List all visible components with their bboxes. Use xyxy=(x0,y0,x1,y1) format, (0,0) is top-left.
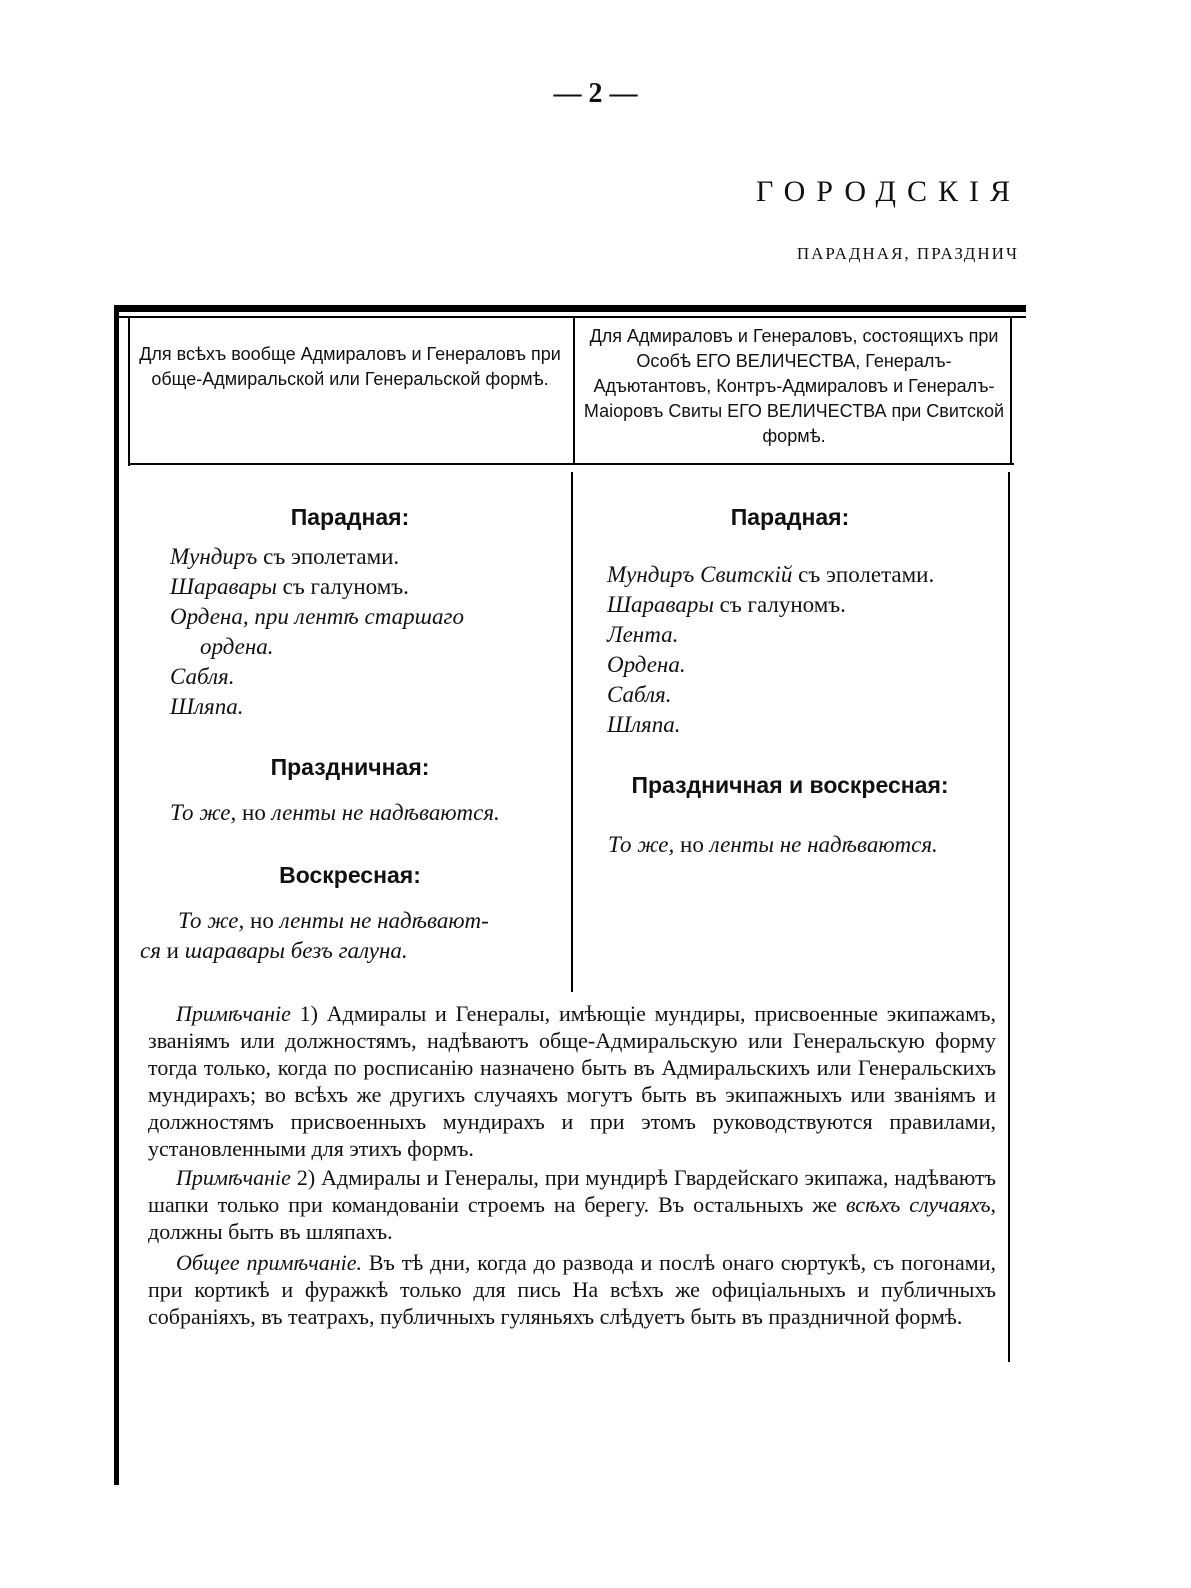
note-1: Примѣчаніе 1) Адмиралы и Генералы, имѣющіе мундиры, присвоенные экипажамъ, званіямъ или должностямъ, надѣваютъ обще-Адмиральскую или Генеральскую форму тогда только, когда по росписанію назначено быть въ Адмиральскихъ или Генеральскихъ мундирахъ; во всѣхъ же другихъ случаяхъ могутъ быть въ экипажныхъ или званіямъ и должностямъ присвоенныхъ мундирахъ и при этомъ руководствуются правилами, установленными для этихъ формъ. xyxy=(148,1001,996,1161)
notes-block xyxy=(148,1000,996,1330)
table-top-rule xyxy=(114,305,1026,312)
left-holiday-text: То же, но ленты не надѣваются. xyxy=(170,800,500,825)
list-item: ордена. xyxy=(200,634,274,659)
left-sunday-title: Воскресная: xyxy=(279,862,421,888)
list-item: Мундиръ Свитскій съ эполетами. xyxy=(607,562,935,587)
general-note: Общее примѣчаніе. Въ тѣ дни, когда до развода и послѣ онаго сюртукѣ, съ погонами, при кортикѣ и фуражкѣ только для пись На всѣхъ же офиціальныхъ и публичныхъ собраніяхъ, въ театрахъ, публичныхъ гуляньяхъ слѣдуетъ быть въ праздничной формѣ. xyxy=(148,1250,997,1329)
table-right-border-header xyxy=(1010,318,1012,465)
column-divider-body xyxy=(571,472,573,992)
list-item: Ордена, при лентѣ старшаго xyxy=(170,604,464,629)
page-number: — 2 — xyxy=(553,78,638,109)
table-left-inner-border xyxy=(128,316,130,466)
note-2: Примѣчаніе 2) Адмиралы и Генералы, при мундирѣ Гвардейскаго экипажа, надѣваютъ шапки только при командованіи строемъ на берегу. Въ остальныхъ же всѣхъ случаяхъ, должны быть въ шляпахъ. xyxy=(148,1165,996,1244)
list-item: Лента. xyxy=(607,622,679,647)
list-item: Мундиръ съ эполетами. xyxy=(170,544,400,569)
column-divider-header xyxy=(573,318,575,465)
right-holiday-title: Праздничная и воскресная: xyxy=(631,772,949,798)
list-item: Шаравары съ галуномъ. xyxy=(170,574,409,599)
list-item: Ордена. xyxy=(607,652,686,677)
right-column-header: Для Адмираловъ и Генераловъ, состоящихъ при Особѣ ЕГО ВЕЛИЧЕСТВА, Генералъ-Адъютантовъ, Контръ-Адмираловъ и Генералъ-Маіоровъ Свиты ЕГО ВЕЛИЧЕСТВА при Свитской формѣ. xyxy=(583,326,1005,446)
header-bottom-rule xyxy=(128,463,1014,465)
right-parade-title: Парадная: xyxy=(730,504,850,530)
right-holiday-text: То же, но ленты не надѣваются. xyxy=(608,832,938,857)
list-item: Сабля. xyxy=(170,664,235,689)
table-right-border-body xyxy=(1008,472,1010,1362)
list-item: Шаравары съ галуномъ. xyxy=(607,592,846,617)
table-top-thin-rule xyxy=(114,316,1026,318)
list-item: Сабля. xyxy=(607,682,672,707)
left-holiday-title: Праздничная: xyxy=(270,754,430,780)
section-title: ГОРОДСКІЯ xyxy=(756,175,1021,208)
left-sunday-text: То же, но ленты не надѣвают- ся и шаравары безъ галуна. xyxy=(140,908,489,963)
table-left-border xyxy=(114,305,119,1485)
left-parade-title: Парадная: xyxy=(290,504,410,530)
left-column-header: Для всѣхъ вообще Адмираловъ и Генераловъ при обще-Адмиральской или Генеральской формѣ. xyxy=(139,344,561,389)
list-item: Шляпа. xyxy=(170,694,244,719)
left-parade-items xyxy=(170,542,570,722)
right-parade-items xyxy=(607,560,1007,740)
section-subtitle: ПАРАДНАЯ, ПРАЗДНИЧ xyxy=(796,244,1019,263)
list-item: Шляпа. xyxy=(607,712,681,737)
